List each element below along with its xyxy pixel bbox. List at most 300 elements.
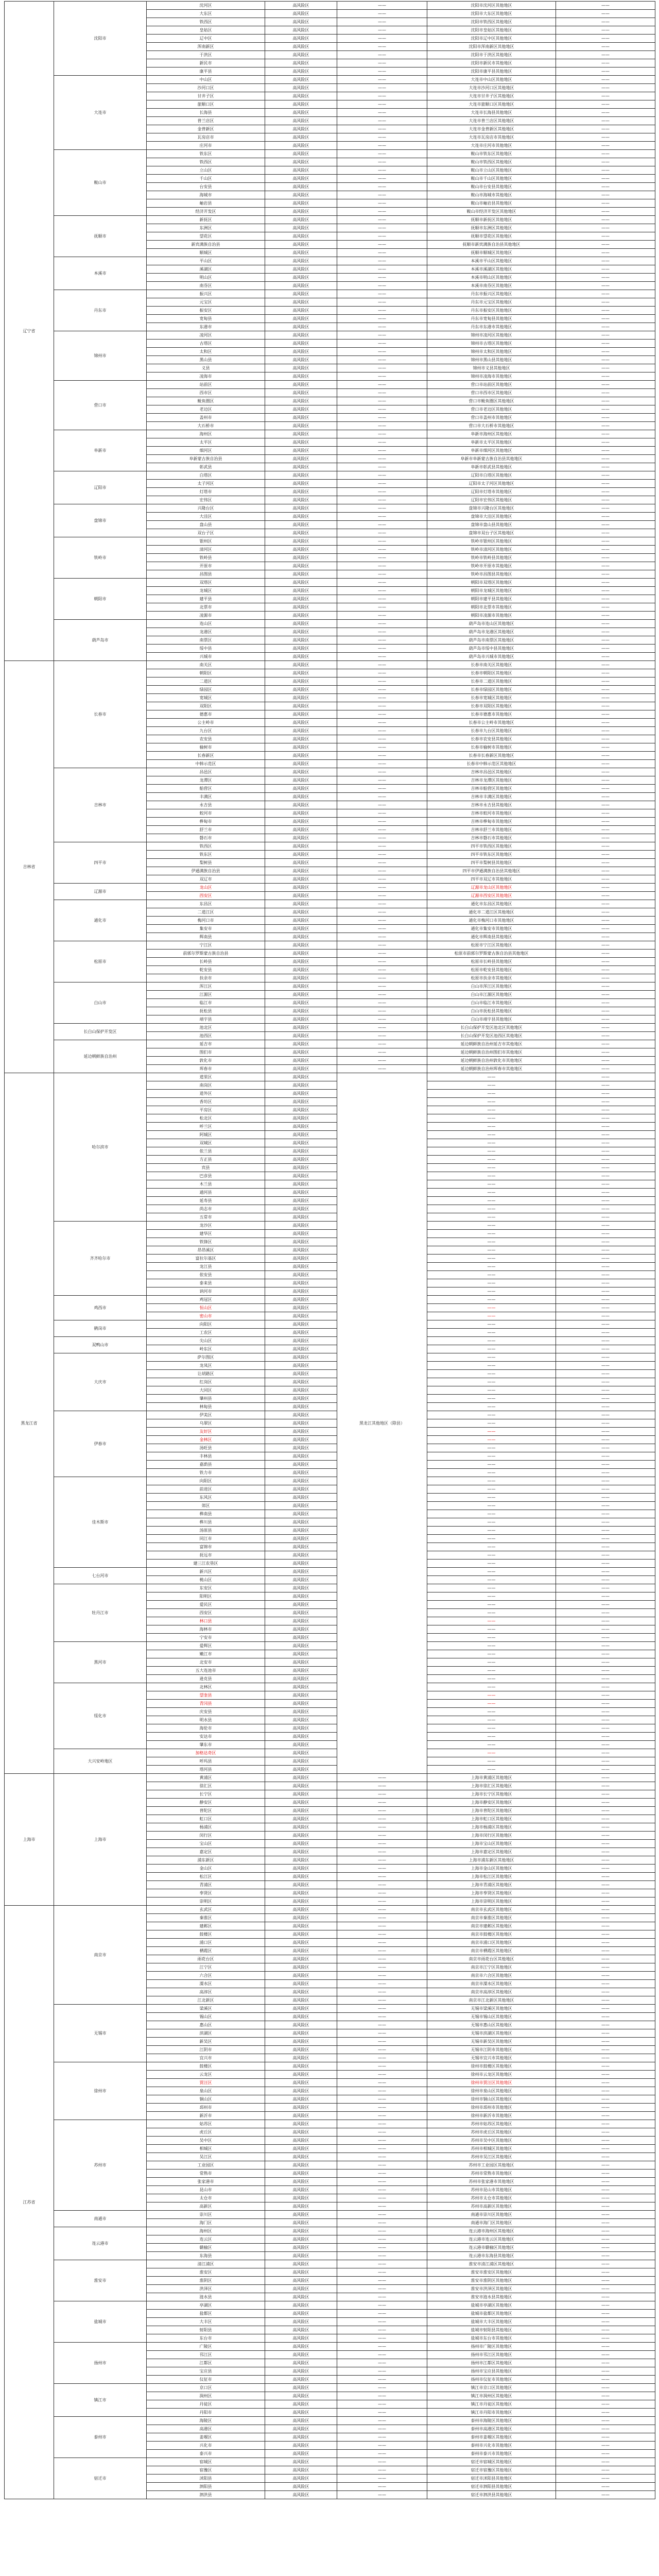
risk-level-cell: 高风险区 xyxy=(265,1386,337,1395)
area-name-cell: 延边朝鲜族自治州敦化市其他地区 xyxy=(427,1057,556,1065)
dash-cell: —— xyxy=(337,331,427,340)
district-cell: 绥中县 xyxy=(147,645,265,653)
risk-level-cell: 高风险区 xyxy=(265,1419,337,1428)
risk-level-cell: 高风险区 xyxy=(265,760,337,768)
area-name-cell: 沈阳市于洪区其他地区 xyxy=(427,51,556,59)
dash-cell: —— xyxy=(556,1988,655,1996)
dash-cell: —— xyxy=(556,1601,655,1609)
dash-cell: —— xyxy=(337,612,427,620)
district-cell: 向阳区 xyxy=(147,1320,265,1329)
area-name-cell: 本溪市南芬区其他地区 xyxy=(427,282,556,290)
risk-level-cell: 高风险区 xyxy=(265,2442,337,2450)
dash-cell: —— xyxy=(556,2013,655,2021)
area-name-cell: —— xyxy=(427,1255,556,1263)
dash-cell: —— xyxy=(337,917,427,925)
risk-level-cell: 高风险区 xyxy=(265,1625,337,1634)
risk-level-cell: 高风险区 xyxy=(265,966,337,974)
dash-cell: —— xyxy=(337,859,427,867)
dash-cell: —— xyxy=(337,1032,427,1040)
risk-level-cell: 高风险区 xyxy=(265,2,337,10)
dash-cell: —— xyxy=(337,323,427,331)
table-row xyxy=(5,661,655,669)
dash-cell: —— xyxy=(556,1551,655,1560)
dash-cell: —— xyxy=(556,851,655,859)
dash-cell: —— xyxy=(556,1494,655,1502)
risk-level-cell: 高风险区 xyxy=(265,1642,337,1650)
district-cell: 丰满区 xyxy=(147,793,265,801)
district-cell: 盐都区 xyxy=(147,2310,265,2318)
area-name-cell: 鞍山市立山区其他地区 xyxy=(427,166,556,175)
dash-cell: —— xyxy=(337,2202,427,2211)
dash-cell: —— xyxy=(337,59,427,67)
dash-cell: —— xyxy=(556,438,655,447)
risk-level-cell: 高风险区 xyxy=(265,1015,337,1024)
risk-level-cell: 高风险区 xyxy=(265,2194,337,2202)
area-name-cell: 盘锦市双台子区其他地区 xyxy=(427,529,556,537)
district-cell: 浑江区 xyxy=(147,982,265,991)
area-name-cell: 白山市抚松县其他地区 xyxy=(427,1007,556,1015)
dash-cell: —— xyxy=(337,1048,427,1057)
risk-level-cell: 高风险区 xyxy=(265,1955,337,1963)
area-name-cell: 镇江市京口区其他地区 xyxy=(427,2384,556,2392)
risk-level-cell: 高风险区 xyxy=(265,1123,337,1131)
risk-level-cell: 高风险区 xyxy=(265,1197,337,1205)
area-name-cell: 葫芦岛市南票区其他地区 xyxy=(427,636,556,645)
district-cell: 振安区 xyxy=(147,307,265,315)
district-cell: 站前区 xyxy=(147,381,265,389)
dash-cell: —— xyxy=(556,677,655,686)
risk-level-cell: 高风险区 xyxy=(265,1411,337,1419)
risk-level-cell: 高风险区 xyxy=(265,2211,337,2219)
risk-level-cell: 高风险区 xyxy=(265,2170,337,2178)
dash-cell: —— xyxy=(556,950,655,958)
area-name-cell: 锦州市太和区其他地区 xyxy=(427,348,556,356)
dash-cell: —— xyxy=(556,2285,655,2293)
table-row xyxy=(5,900,655,908)
area-name-cell: —— xyxy=(427,1609,556,1617)
risk-level-cell: 高风险区 xyxy=(265,414,337,422)
dash-cell: —— xyxy=(556,661,655,669)
district-cell: 千山区 xyxy=(147,175,265,183)
district-cell: 顺城区 xyxy=(147,249,265,257)
risk-level-cell: 高风险区 xyxy=(265,2137,337,2145)
district-cell: 珲春市 xyxy=(147,1065,265,1073)
area-name-cell: 延边朝鲜族自治州图们市其他地区 xyxy=(427,1048,556,1057)
dash-cell: —— xyxy=(337,966,427,974)
area-name-cell: 徐州市邳州市其他地区 xyxy=(427,2104,556,2112)
table-row xyxy=(5,884,655,892)
area-name-cell: 铁岭市银州区其他地区 xyxy=(427,537,556,546)
province-cell: 辽宁省 xyxy=(5,2,54,661)
area-name-cell: 大连市普兰店区其他地区 xyxy=(427,117,556,125)
district-cell: 阜新蒙古族自治县 xyxy=(147,455,265,463)
district-cell: 宿城区 xyxy=(147,2458,265,2466)
dash-cell: —— xyxy=(337,2260,427,2268)
risk-level-cell: 高风险区 xyxy=(265,546,337,554)
dash-cell: —— xyxy=(337,2029,427,2038)
dash-cell: —— xyxy=(556,1865,655,1873)
area-name-cell: 苏州市虎丘区其他地区 xyxy=(427,2128,556,2137)
area-name-cell: 阜新市彰武县其他地区 xyxy=(427,463,556,471)
city-cell: 辽源市 xyxy=(54,884,147,900)
district-cell: 盖州市 xyxy=(147,414,265,422)
risk-level-cell: 高风险区 xyxy=(265,1906,337,1914)
area-name-cell: 无锡市惠山区其他地区 xyxy=(427,2021,556,2029)
risk-level-cell: 高风险区 xyxy=(265,1889,337,1897)
risk-level-cell: 高风险区 xyxy=(265,2367,337,2376)
area-name-cell: 淮安市清江浦区其他地区 xyxy=(427,2260,556,2268)
district-cell: 太和区 xyxy=(147,348,265,356)
district-cell: 龙山区 xyxy=(147,884,265,892)
dash-cell: —— xyxy=(337,2178,427,2186)
district-cell: 龙潭区 xyxy=(147,776,265,785)
district-cell: 平房区 xyxy=(147,1106,265,1114)
risk-level-cell: 高风险区 xyxy=(265,2400,337,2409)
district-cell: 兴化市 xyxy=(147,2442,265,2450)
dash-cell: —— xyxy=(556,1840,655,1848)
risk-level-cell: 高风险区 xyxy=(265,1040,337,1048)
risk-level-cell: 高风险区 xyxy=(265,1568,337,1576)
risk-level-cell: 高风险区 xyxy=(265,405,337,414)
risk-level-cell: 高风险区 xyxy=(265,2359,337,2367)
district-cell: 宁安市 xyxy=(147,1634,265,1642)
table-row xyxy=(5,620,655,628)
district-cell: 沙河口区 xyxy=(147,84,265,92)
district-cell: 嫩江市 xyxy=(147,1650,265,1658)
dash-cell: —— xyxy=(337,191,427,199)
area-name-cell: 无锡市新吴区其他地区 xyxy=(427,2038,556,2046)
risk-level-cell: 高风险区 xyxy=(265,1856,337,1865)
risk-level-cell: 高风险区 xyxy=(265,265,337,274)
dash-cell: —— xyxy=(337,150,427,158)
dash-cell: —— xyxy=(556,1386,655,1395)
dash-cell: —— xyxy=(556,422,655,430)
district-cell: 铁西区 xyxy=(147,842,265,851)
area-name-cell: —— xyxy=(427,1378,556,1386)
risk-level-cell: 高风险区 xyxy=(265,661,337,669)
dash-cell: —— xyxy=(556,2384,655,2392)
dash-cell: —— xyxy=(337,208,427,216)
risk-level-cell: 高风险区 xyxy=(265,1930,337,1939)
risk-level-cell: 高风险区 xyxy=(265,109,337,117)
area-name-cell: —— xyxy=(427,1172,556,1180)
dash-cell: —— xyxy=(337,414,427,422)
district-cell: 海州区 xyxy=(147,430,265,438)
dash-cell: —— xyxy=(556,2145,655,2153)
dash-cell: —— xyxy=(556,1617,655,1625)
area-name-cell: 鞍山市千山区其他地区 xyxy=(427,175,556,183)
district-cell: 康平县 xyxy=(147,67,265,76)
district-cell: 大丰区 xyxy=(147,2318,265,2326)
dash-cell: —— xyxy=(556,546,655,554)
dash-cell: —— xyxy=(556,2235,655,2244)
risk-level-cell: 高风险区 xyxy=(265,1535,337,1543)
area-name-cell: 丹东市宽甸县其他地区 xyxy=(427,315,556,323)
risk-level-cell: 高风险区 xyxy=(265,372,337,381)
area-name-cell: —— xyxy=(427,1304,556,1312)
district-cell: 江阴市 xyxy=(147,2046,265,2054)
district-cell: 榆树市 xyxy=(147,743,265,752)
dash-cell: —— xyxy=(556,1024,655,1032)
dash-cell: —— xyxy=(337,991,427,999)
area-name-cell: 吉林市龙潭区其他地区 xyxy=(427,776,556,785)
dash-cell: —— xyxy=(337,513,427,521)
district-cell: 浦口区 xyxy=(147,1939,265,1947)
district-cell: 方正县 xyxy=(147,1156,265,1164)
area-name-cell: 辽源市龙山区其他地区 xyxy=(427,884,556,892)
dash-cell: —— xyxy=(556,612,655,620)
dash-cell: —— xyxy=(556,1428,655,1436)
risk-level-cell: 高风险区 xyxy=(265,1131,337,1139)
district-cell: 浑南新区 xyxy=(147,43,265,51)
area-name-cell: 上海市徐汇区其他地区 xyxy=(427,1782,556,1790)
city-cell: 镇江市 xyxy=(54,2384,147,2417)
risk-level-cell: 高风险区 xyxy=(265,1007,337,1015)
dash-cell: —— xyxy=(337,2087,427,2095)
risk-level-cell: 高风险区 xyxy=(265,2252,337,2260)
area-name-cell: 扬州市邗江区其他地区 xyxy=(427,2351,556,2359)
dash-cell: —— xyxy=(556,2268,655,2277)
area-name-cell: 锦州市黑山县其他地区 xyxy=(427,356,556,364)
district-cell: 靖宇县 xyxy=(147,1015,265,1024)
dash-cell: —— xyxy=(556,1263,655,1271)
dash-cell: —— xyxy=(556,1757,655,1766)
risk-level-cell: 高风险区 xyxy=(265,2112,337,2120)
area-name-cell: —— xyxy=(427,1189,556,1197)
dash-cell: —— xyxy=(556,1353,655,1362)
dash-cell: —— xyxy=(337,719,427,727)
district-cell: 永吉县 xyxy=(147,801,265,809)
risk-level-cell: 高风险区 xyxy=(265,941,337,950)
city-cell: 铁岭市 xyxy=(54,537,147,579)
dash-cell: —— xyxy=(556,1782,655,1790)
area-name-cell: —— xyxy=(427,1090,556,1098)
district-cell: 宽城区 xyxy=(147,694,265,702)
area-name-cell: 朝阳市北票市其他地区 xyxy=(427,603,556,612)
table-row xyxy=(5,2005,655,2013)
dash-cell: —— xyxy=(556,801,655,809)
dash-cell: —— xyxy=(337,405,427,414)
district-cell: 亭湖区 xyxy=(147,2301,265,2310)
district-cell: 东港市 xyxy=(147,323,265,331)
dash-cell: —— xyxy=(556,892,655,900)
risk-level-cell: 高风险区 xyxy=(265,645,337,653)
area-name-cell: —— xyxy=(427,1213,556,1222)
risk-level-cell: 高风险区 xyxy=(265,1617,337,1625)
district-cell: 溧水区 xyxy=(147,1980,265,1988)
dash-cell: —— xyxy=(556,1708,655,1716)
dash-cell: —— xyxy=(556,1073,655,1081)
area-name-cell: 松原市扶余市其他地区 xyxy=(427,974,556,982)
district-cell: 海州区 xyxy=(147,2227,265,2235)
district-cell: 鲅鱼圈区 xyxy=(147,397,265,405)
risk-level-cell: 高风险区 xyxy=(265,1238,337,1246)
dash-cell: —— xyxy=(556,1040,655,1048)
area-name-cell: —— xyxy=(427,1560,556,1568)
dash-cell: —— xyxy=(337,842,427,851)
district-cell: 铁东区 xyxy=(147,150,265,158)
dash-cell: —— xyxy=(556,142,655,150)
city-cell: 南京市 xyxy=(54,1906,147,2005)
risk-level-cell: 高风险区 xyxy=(265,175,337,183)
risk-level-cell: 高风险区 xyxy=(265,579,337,587)
dash-cell: —— xyxy=(337,216,427,224)
dash-cell: —— xyxy=(337,2079,427,2087)
dash-cell: —— xyxy=(556,991,655,999)
district-cell: 泉山区 xyxy=(147,2087,265,2095)
city-cell: 佳木斯市 xyxy=(54,1477,147,1568)
area-name-cell: 南通市海门区其他地区 xyxy=(427,2219,556,2227)
risk-level-cell: 高风险区 xyxy=(265,1180,337,1189)
district-cell: 海林市 xyxy=(147,1625,265,1634)
district-cell: 溪湖区 xyxy=(147,265,265,274)
risk-level-cell: 高风险区 xyxy=(265,2310,337,2318)
dash-cell: —— xyxy=(556,1139,655,1147)
district-cell: 徐汇区 xyxy=(147,1782,265,1790)
risk-level-cell: 高风险区 xyxy=(265,1667,337,1675)
city-cell: 本溪市 xyxy=(54,257,147,290)
district-cell: 桦甸市 xyxy=(147,818,265,826)
dash-cell: —— xyxy=(556,2202,655,2211)
risk-level-cell: 高风险区 xyxy=(265,224,337,232)
dash-cell: —— xyxy=(556,1296,655,1304)
district-cell: 新抚区 xyxy=(147,216,265,224)
district-cell: 五大连池市 xyxy=(147,1667,265,1675)
dash-cell: —— xyxy=(337,2277,427,2285)
dash-cell: —— xyxy=(337,447,427,455)
dash-cell: —— xyxy=(337,958,427,966)
risk-level-cell: 高风险区 xyxy=(265,1576,337,1584)
area-name-cell: 扬州市仪征市其他地区 xyxy=(427,2376,556,2384)
district-cell: 兴隆台区 xyxy=(147,504,265,513)
area-name-cell: —— xyxy=(427,1444,556,1452)
area-name-cell: 苏州市高新区其他地区 xyxy=(427,2202,556,2211)
dash-cell: —— xyxy=(556,1906,655,1914)
dash-cell: —— xyxy=(556,2244,655,2252)
area-name-cell: 葫芦岛市连山区其他地区 xyxy=(427,620,556,628)
district-cell: 兴城市 xyxy=(147,653,265,661)
area-name-cell: —— xyxy=(427,1131,556,1139)
district-cell: 滨湖区 xyxy=(147,2029,265,2038)
dash-cell: —— xyxy=(556,785,655,793)
city-cell: 沈阳市 xyxy=(54,2,147,76)
dash-cell: —— xyxy=(337,183,427,191)
dash-cell: —— xyxy=(556,760,655,768)
district-cell: 双台子区 xyxy=(147,529,265,537)
area-name-cell: 镇江市润州区其他地区 xyxy=(427,2392,556,2400)
dash-cell: —— xyxy=(337,2417,427,2425)
dash-cell: —— xyxy=(556,1963,655,1972)
district-cell: 龙沙区 xyxy=(147,1222,265,1230)
dash-cell: —— xyxy=(556,1856,655,1865)
dash-cell: —— xyxy=(556,2021,655,2029)
district-cell: 振兴区 xyxy=(147,290,265,298)
dash-cell: —— xyxy=(337,348,427,356)
city-cell: 鞍山市 xyxy=(54,150,147,216)
dash-cell: —— xyxy=(337,241,427,249)
district-cell: 辉南县 xyxy=(147,933,265,941)
district-cell: 东海县 xyxy=(147,2252,265,2260)
city-cell: 丹东市 xyxy=(54,290,147,331)
dash-cell: —— xyxy=(556,447,655,455)
district-cell: 开原市 xyxy=(147,562,265,570)
dash-cell: —— xyxy=(556,1634,655,1642)
district-cell: 相城区 xyxy=(147,2145,265,2153)
area-name-cell: 辽阳市太子河区其他地区 xyxy=(427,480,556,488)
dash-cell: —— xyxy=(337,2409,427,2417)
area-name-cell: —— xyxy=(427,1634,556,1642)
dash-cell: —— xyxy=(556,1403,655,1411)
dash-cell: —— xyxy=(556,1716,655,1724)
area-name-cell: —— xyxy=(427,1271,556,1279)
dash-cell: —— xyxy=(556,2260,655,2268)
dash-cell: —— xyxy=(556,570,655,579)
dash-cell: —— xyxy=(556,2367,655,2376)
dash-cell: —— xyxy=(556,636,655,645)
area-name-cell: 本溪市明山区其他地区 xyxy=(427,274,556,282)
dash-cell: —— xyxy=(556,1807,655,1815)
dash-cell: —— xyxy=(337,1963,427,1972)
dash-cell: —— xyxy=(337,2128,427,2137)
city-cell: 泰州市 xyxy=(54,2417,147,2458)
risk-level-cell: 高风险区 xyxy=(265,653,337,661)
dash-cell: —— xyxy=(556,1345,655,1353)
dash-cell: —— xyxy=(337,2359,427,2367)
district-cell: 宁江区 xyxy=(147,941,265,950)
area-name-cell: —— xyxy=(427,1485,556,1494)
risk-level-cell: 高风险区 xyxy=(265,677,337,686)
dash-cell: —— xyxy=(337,480,427,488)
area-name-cell: —— xyxy=(427,1576,556,1584)
dash-cell: —— xyxy=(556,2161,655,2170)
dash-cell: —— xyxy=(556,455,655,463)
dash-cell: —— xyxy=(337,2046,427,2054)
area-name-cell: 阜新市海州区其他地区 xyxy=(427,430,556,438)
area-name-cell: 四平市铁东区其他地区 xyxy=(427,851,556,859)
dash-cell: —— xyxy=(556,826,655,834)
dash-cell: —— xyxy=(556,933,655,941)
area-name-cell: 淮安市洪泽区其他地区 xyxy=(427,2285,556,2293)
risk-level-cell: 高风险区 xyxy=(265,389,337,397)
risk-level-cell: 高风险区 xyxy=(265,2145,337,2153)
risk-level-cell: 高风险区 xyxy=(265,1683,337,1691)
district-cell: 青冈县 xyxy=(147,1700,265,1708)
area-name-cell: 铁岭市铁岭县其他地区 xyxy=(427,554,556,562)
risk-level-cell: 高风险区 xyxy=(265,809,337,818)
dash-cell: —— xyxy=(337,603,427,612)
risk-level-cell: 高风险区 xyxy=(265,331,337,340)
risk-level-cell: 高风险区 xyxy=(265,710,337,719)
dash-cell: —— xyxy=(337,2054,427,2062)
risk-level-cell: 高风险区 xyxy=(265,1527,337,1535)
district-cell: 黄浦区 xyxy=(147,1774,265,1782)
dash-cell: —— xyxy=(337,496,427,504)
dash-cell: —— xyxy=(556,1947,655,1955)
district-cell: 宜兴市 xyxy=(147,2054,265,2062)
dash-cell: —— xyxy=(556,2104,655,2112)
dash-cell: —— xyxy=(556,1914,655,1922)
dash-cell: —— xyxy=(556,2475,655,2483)
city-cell: 宿迁市 xyxy=(54,2458,147,2499)
district-cell: 林甸县 xyxy=(147,1403,265,1411)
dash-cell: —— xyxy=(337,1856,427,1865)
dash-cell: —— xyxy=(556,2466,655,2475)
dash-cell: —— xyxy=(556,702,655,710)
risk-level-cell: 高风险区 xyxy=(265,2433,337,2442)
area-name-cell: —— xyxy=(427,1642,556,1650)
dash-cell: —— xyxy=(556,265,655,274)
dash-cell: —— xyxy=(556,1205,655,1213)
